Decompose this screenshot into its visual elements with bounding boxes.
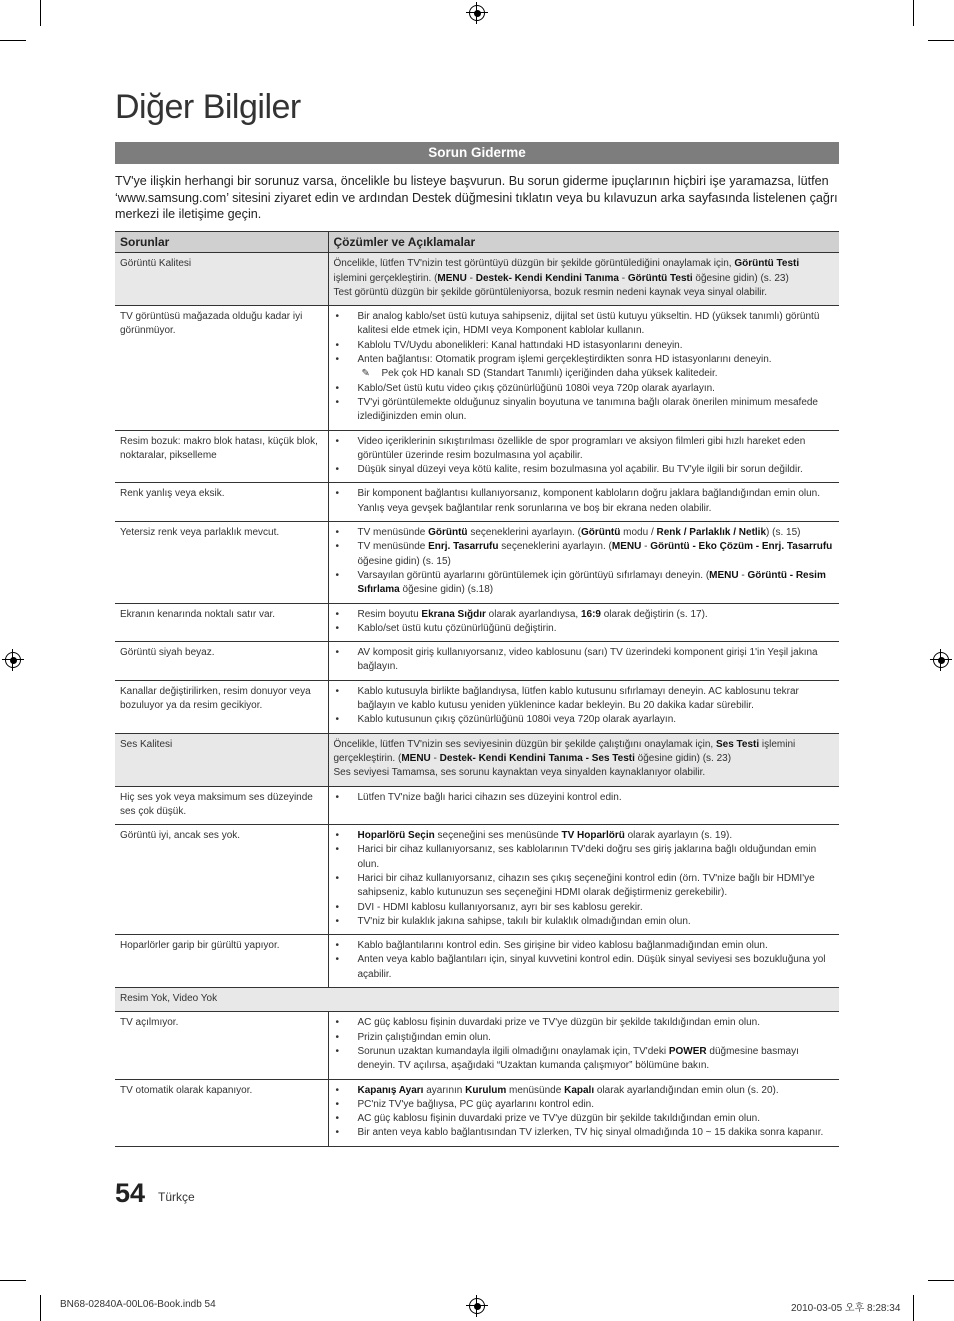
text: modu / <box>620 527 657 539</box>
menu-term: Görüntü - Resim Sıfırlama <box>357 569 826 596</box>
list-item <box>358 829 835 843</box>
list-item: • Bir komponent bağlantısı kullanıyorsanız, komponent kabloların doğru jaklara bağlandığından emin olun. Yanlış veya gevşek bağlantılar renk sorunlarına ve boş bir ekrana neden olabilir. <box>358 487 835 516</box>
text: seçeneğini ses menüsünde <box>434 830 562 842</box>
problem-cell: Resim bozuk: makro blok hatası, küçük blok, noktaralar, pikselleme <box>115 430 328 483</box>
menu-term: Ekrana Sığdır <box>421 608 486 620</box>
section-header: Sorun Giderme <box>115 142 839 164</box>
menu-term: Görüntü <box>580 527 621 539</box>
solution-list <box>334 526 835 597</box>
list-item: • TV'yi görüntülemekte olduğunuz sinyalin boyutuna ve tanımına bağlı olarak önerilen minimum mesafede izlediğinizden emin olun. <box>358 396 835 425</box>
text: ) (s. 15) <box>766 527 801 539</box>
text: - <box>738 569 748 581</box>
menu-term: Destek- Kendi Kendini Tanıma - Ses Testi <box>439 752 635 764</box>
page-number: 54 <box>115 1178 146 1208</box>
solution-list <box>334 939 835 982</box>
list-item: • TV'niz bir kulaklık jakına sahipse, takılı bir kulaklık olmadığından emin olun. <box>358 915 835 929</box>
text: - <box>618 272 628 284</box>
text: işlemini gerçekleştirin. ( <box>333 272 438 284</box>
menu-term: Kapanış Ayarı <box>357 1084 424 1096</box>
solution-list <box>334 685 835 728</box>
solution-cell <box>328 430 839 483</box>
problem-cell: Renk yanlış veya eksik. <box>115 483 328 522</box>
column-header-solutions: Çözümler ve Açıklamalar <box>328 232 839 253</box>
problem-cell: TV otomatik olarak kapanıyor. <box>115 1079 328 1146</box>
table-row <box>115 733 839 786</box>
table-row <box>115 1079 839 1146</box>
list-item: • Kablo kutusunun çıkış çözünürlüğünü 1080i veya 720p olarak ayarlayın. <box>358 713 835 727</box>
solution-cell <box>328 680 839 733</box>
text: seçeneklerini ayarlayın. ( <box>498 541 612 553</box>
crop-mark <box>40 1295 41 1321</box>
solution-list <box>334 1084 835 1141</box>
list-item: • AC güç kablosu fişinin duvardaki prize ve TV'ye düzgün bir şekilde takıldığından emin olun. <box>358 1016 835 1030</box>
text: olarak ayarlandığından emin olun (s. 20). <box>594 1084 779 1096</box>
menu-term: Renk / Parlaklık / Netlik <box>656 527 767 539</box>
menu-term: Hoparlörü Seçin <box>357 830 435 842</box>
list-item: • Lütfen TV'nize bağlı harici cihazın ses düzeyini kontrol edin. <box>358 791 835 805</box>
list-item: • Kablo bağlantılarını kontrol edin. Ses girişine bir video kablosu bağlanmadığından emin olun. <box>358 939 835 953</box>
text: Ses seviyesi Tamamsa, ses sorunu kaynaktan veya sinyalden kaynaklanıyor olabilir. <box>333 767 706 779</box>
list-item: • Harici bir cihaz kullanıyorsanız, cihazın ses çıkış seçeneğini kontrol edin (örn. TV'nize bağlı bir HDMI'ye sahipseniz, kablo kutunuzun ses seçeneğini HDMI olarak değiştirmeniz gerekebilir). <box>358 872 835 901</box>
list-item: • Kablolu TV/Uydu abonelikleri: Kanal hattındaki HD istasyonlarını deneyin. <box>358 339 835 353</box>
list-item <box>358 1045 835 1074</box>
text: - <box>430 752 440 764</box>
solution-list <box>334 829 835 929</box>
list-item: • PC'niz TV'ye bağlıysa, PC güç ayarlarını kontrol edin. <box>358 1098 835 1112</box>
problem-cell: Görüntü siyah beyaz. <box>115 642 328 681</box>
text: olarak ayarlayın (s. 19). <box>624 830 733 842</box>
problem-cell: TV açılmıyor. <box>115 1012 328 1079</box>
text: Öncelikle, lütfen TV'nizin test görüntüyü düzgün bir şekilde görüntülediğini onaylamak için, <box>333 258 735 270</box>
solution-cell <box>328 825 839 935</box>
table-row <box>115 1012 839 1079</box>
menu-term: POWER <box>668 1045 707 1057</box>
table-row <box>115 988 839 1012</box>
problem-cell: TV görüntüsü mağazada olduğu kadar iyi görünmüyor. <box>115 306 328 430</box>
list-item <box>358 569 835 598</box>
registration-mark-icon <box>469 1298 485 1314</box>
list-item <box>358 1084 835 1098</box>
text: Varsayılan görüntü ayarlarını görüntülemek için görüntüyü sıfırlamayı deneyin. ( <box>357 569 710 581</box>
solution-list <box>334 608 835 637</box>
solution-cell <box>328 306 839 430</box>
solution-cell <box>328 253 839 306</box>
problem-cell: Ses Kalitesi <box>115 733 328 786</box>
table-row <box>115 786 839 825</box>
solution-cell <box>328 1079 839 1146</box>
text: Öncelikle, lütfen TV'nizin ses seviyesinin düzgün bir şekilde çalıştığını onaylamak için, <box>333 738 716 750</box>
text: öğesine gidin) (s. 23) <box>634 752 732 764</box>
menu-term: MENU <box>437 272 467 284</box>
solution-cell <box>328 603 839 642</box>
solution-list <box>334 1016 835 1073</box>
solution-list <box>334 791 835 805</box>
table-row <box>115 522 839 603</box>
list-item: • Prizin çalıştığından emin olun. <box>358 1031 835 1045</box>
text: Sorunun uzaktan kumandayla ilgili olmadığını onaylamak için, TV'deki <box>357 1045 669 1057</box>
registration-mark-icon <box>5 652 21 668</box>
menu-term: Destek- Kendi Kendini Tanıma <box>475 272 619 284</box>
menu-term: Kapalı <box>564 1084 595 1096</box>
menu-term: Görüntü - Eko Çözüm - Enrj. Tasarrufu <box>650 541 833 553</box>
table-row <box>115 603 839 642</box>
list-item <box>358 526 835 540</box>
list-item: • Bir analog kablo/set üstü kutuya sahipseniz, dijital set üstü kutuyu yükseltin. HD (yüksek tanımlı) görüntü kalitesi elde etmek için, HDMI veya Komponent kablolar kullanın. <box>358 310 835 339</box>
solution-cell <box>328 642 839 681</box>
table-row <box>115 935 839 988</box>
table-row <box>115 825 839 935</box>
crop-mark <box>928 40 954 41</box>
problem-cell: Görüntü Kalitesi <box>115 253 328 306</box>
text: öğesine gidin) (s. 15) <box>357 555 451 567</box>
text: olarak değiştirin (s. 17). <box>600 608 708 620</box>
column-header-problems: Sorunlar <box>115 232 328 253</box>
menu-term: Görüntü <box>428 527 468 539</box>
table-row <box>115 642 839 681</box>
problem-cell: Hiç ses yok veya maksimum ses düzeyinde ses çok düşük. <box>115 786 328 825</box>
list-item: • DVI - HDMI kablosu kullanıyorsanız, ayrı bir ses kablosu gerekir. <box>358 901 835 915</box>
menu-term: TV Hoparlörü <box>561 830 625 842</box>
intro-paragraph: TV'ye ilişkin herhangi bir sorunuz varsa, öncelikle bu listeye başvurun. Bu sorun giderme ipuçlarının hiçbiri işe yaramazsa, lütfen ‘www.samsung.com’ sitesini ziyaret edin ve ardından Destek düğmesini tıklatın veya bu kılavuzun arka sayfasında listelenen çağrı merkezi ile iletişime geçin. <box>115 174 838 221</box>
list-item: • Kablo/Set üstü kutu video çıkış çözünürlüğünü 1080i veya 720p olarak ayarlayın. <box>358 382 835 396</box>
text: TV menüsünde <box>357 527 429 539</box>
list-item: • Video içeriklerinin sıkıştırılması özellikle de spor programları ve aksiyon filmleri gibi hızlı hareket eden görüntüler üzerinde resim bozulmasına yol açabilir. <box>358 435 835 464</box>
text: TV menüsünde <box>357 541 429 553</box>
problem-cell: Ekranın kenarında noktalı satır var. <box>115 603 328 642</box>
list-item: • AV komposit giriş kullanıyorsanız, video kablosunu (sarı) TV üzerindeki komponent girişi 1'in Yeşil jakına bağlayın. <box>358 646 835 675</box>
category-cell: Resim Yok, Video Yok <box>115 988 839 1012</box>
table-row <box>115 306 839 430</box>
menu-term: MENU <box>611 541 642 553</box>
text: ayarının <box>423 1084 466 1096</box>
crop-mark <box>40 0 41 26</box>
text: - <box>641 541 651 553</box>
crop-mark <box>913 1295 914 1321</box>
list-item: • Anten bağlantısı: Otomatik program işlemi gerçekleştirdikten sonra HD istasyonlarını deneyin. <box>358 353 835 367</box>
list-item: • Kablo kutusuyla birlikte bağlandıysa, lütfen kablo kutusunu sıfırlamayı deneyin. AC kablosunu tekrar bağlayın ve kablo kutusu yeniden yüklenince kadar bekleyin. Bu 20 dakika kadar sürebilir. <box>358 685 835 714</box>
list-item: • Bir anten veya kablo bağlantısından TV izlerken, TV hiç sinyal olmadığında 10 ~ 15 dakika sonra kapanır. <box>358 1126 835 1140</box>
solution-list <box>334 310 835 424</box>
page-language: Türkçe <box>158 1190 195 1204</box>
text: menüsünde <box>506 1084 565 1096</box>
crop-mark <box>928 1280 954 1281</box>
troubleshooting-table <box>115 231 839 1147</box>
footer-datetime: 2010-03-05 오후 8:28:34 <box>791 1303 901 1314</box>
text: düğmesine basmayı deneyin. TV açılırsa, aşağıdaki “Uzaktan kumanda çalışmıyor” bölümüne bakın. <box>357 1045 799 1072</box>
crop-mark <box>0 40 26 41</box>
list-item: • Harici bir cihaz kullanıyorsanız, ses kablolarının TV'deki doğru ses giriş jaklarına bağlı olduğundan emin olun. <box>358 843 835 872</box>
table-row <box>115 680 839 733</box>
menu-term: Ses Testi <box>715 738 760 750</box>
solution-cell <box>328 483 839 522</box>
table-row <box>115 483 839 522</box>
footer-file-info: BN68-02840A-00L06-Book.indb 54 <box>60 1299 216 1310</box>
text: olarak ayarlandıysa, <box>485 608 581 620</box>
menu-term: Kurulum <box>465 1084 507 1096</box>
problem-cell: Kanallar değiştirilirken, resim donuyor veya bozuluyor ya da resim gecikiyor. <box>115 680 328 733</box>
text: öğesine gidin) (s. 23) <box>692 272 789 284</box>
note-item <box>358 367 835 381</box>
list-item: • AC güç kablosu fişinin duvardaki prize ve TV'ye düzgün bir şekilde takıldığından emin olun. <box>358 1112 835 1126</box>
list-item <box>358 608 835 622</box>
text: öğesine gidin) (s.18) <box>399 584 494 596</box>
note-pencil-icon: ✎ <box>361 368 370 380</box>
table-header-row <box>115 232 839 253</box>
list-item: • Düşük sinyal düzeyi veya kötü kalite, resim bozulmasına yol açabilir. Bu TV'yle ilgili bir sorun değildir. <box>358 463 835 477</box>
registration-mark-icon <box>933 652 949 668</box>
list-item <box>358 540 835 569</box>
text: Test görüntü düzgün bir şekilde görüntüleniyorsa, bozuk resmin nedeni kaynak veya sinyal olabilir. <box>333 286 768 298</box>
menu-term: Görüntü Testi <box>627 272 693 284</box>
problem-cell: Yetersiz renk veya parlaklık mevcut. <box>115 522 328 603</box>
solution-cell <box>328 935 839 988</box>
menu-term: MENU <box>401 752 431 764</box>
crop-mark <box>0 1280 26 1281</box>
problem-cell: Hoparlörler garip bir gürültü yapıyor. <box>115 935 328 988</box>
solution-list <box>334 646 835 675</box>
menu-term: Görüntü Testi <box>734 258 800 270</box>
text: seçeneklerini ayarlayın. ( <box>467 527 581 539</box>
table-row <box>115 253 839 306</box>
registration-mark-icon <box>469 5 485 21</box>
text: işlemini gerçekleştirin. ( <box>333 738 796 764</box>
menu-term: Enrj. Tasarrufu <box>428 541 499 553</box>
list-item: • Kablo/set üstü kutu çözünürlüğünü değiştirin. <box>358 622 835 636</box>
note-text: Pek çok HD kanalı SD (Standart Tanımlı) içeriğinden daha yüksek kalitedeir. <box>381 368 718 380</box>
menu-term: MENU <box>709 569 739 581</box>
solution-cell <box>328 786 839 825</box>
solution-list <box>334 487 835 516</box>
solution-cell <box>328 733 839 786</box>
list-item: • Anten veya kablo bağlantıları için, sinyal kuvvetini kontrol edin. Düşük sinyal seviyesi ses bozukluğuna yol açabilir. <box>358 953 835 982</box>
text: - <box>466 272 476 284</box>
text: Resim boyutu <box>357 608 422 620</box>
crop-mark <box>913 0 914 26</box>
table-row <box>115 430 839 483</box>
problem-cell: Görüntü iyi, ancak ses yok. <box>115 825 328 935</box>
solution-cell <box>328 522 839 603</box>
menu-term: 16:9 <box>580 608 601 620</box>
solution-list <box>334 435 835 478</box>
solution-cell <box>328 1012 839 1079</box>
page-title: Diğer Bilgiler <box>115 88 301 126</box>
